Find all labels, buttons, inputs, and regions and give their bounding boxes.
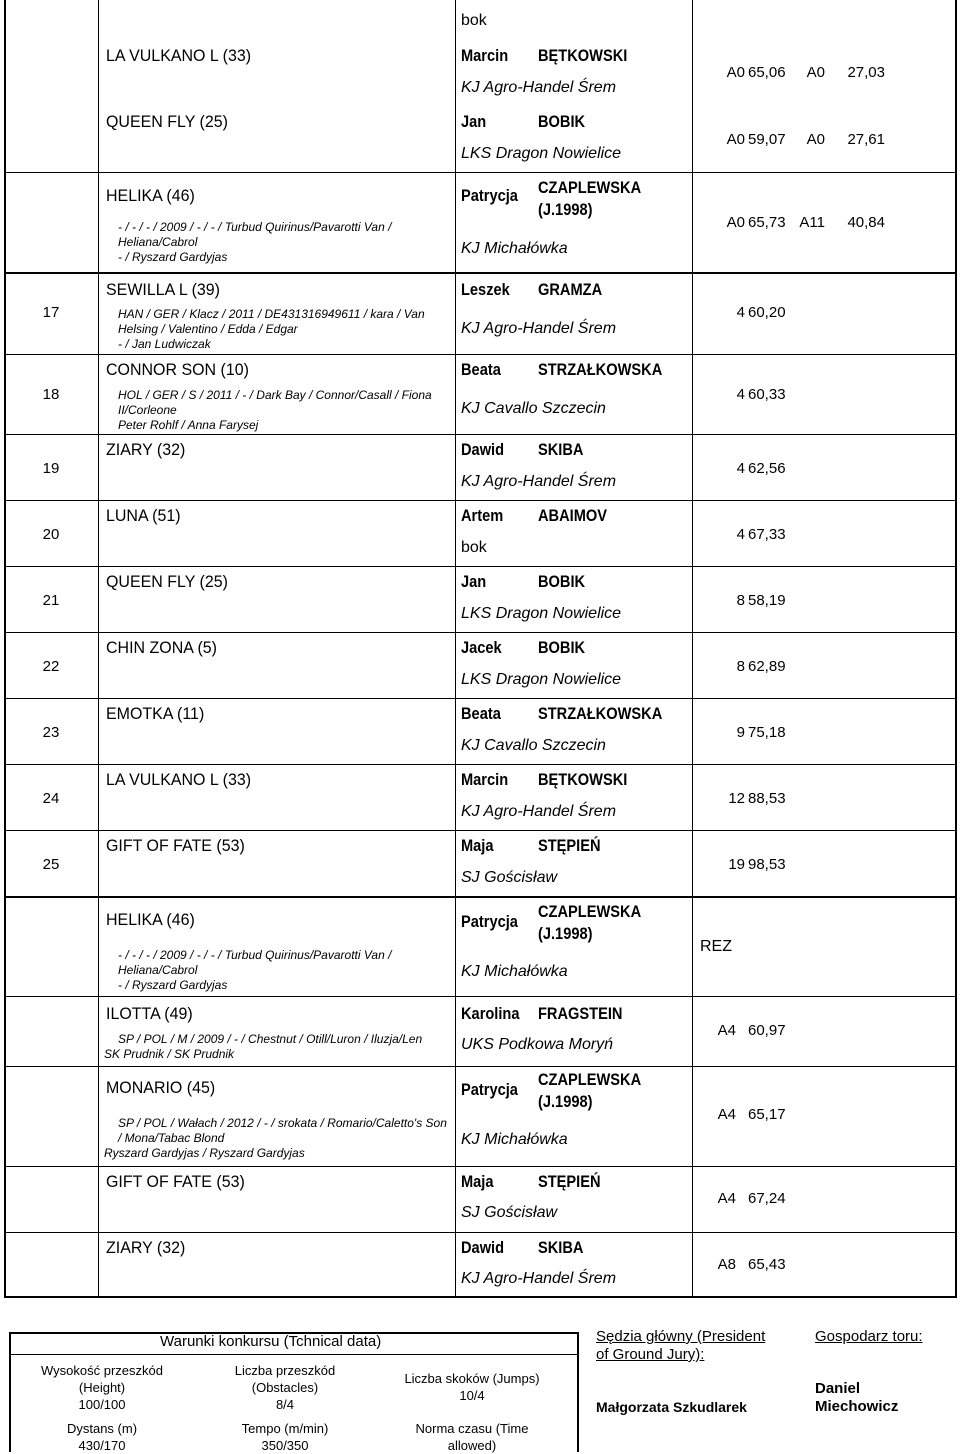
rider-last-name: STRZAŁKOWSKA xyxy=(538,360,663,379)
course-host-name: Daniel Miechowicz xyxy=(815,1380,899,1415)
rider-first-name: Beata xyxy=(461,704,501,723)
rider-category: (J.1998) xyxy=(538,1092,593,1111)
top-note: bok xyxy=(461,12,487,29)
obstacles-label: Liczba przeszkód (Obstacles) xyxy=(234,1363,336,1395)
round1-time: 67,33 xyxy=(748,526,786,543)
row-divider xyxy=(4,764,957,765)
horse-name: LA VULKANO L (33) xyxy=(106,46,252,65)
rider-first-name: Patrycja xyxy=(461,1080,518,1099)
rider-first-name: Patrycja xyxy=(461,912,518,931)
rider-last-name: ABAIMOV xyxy=(538,506,608,525)
technical-data-title: Warunki konkursu (Tchnical data) xyxy=(160,1333,382,1350)
club-name: LKS Dragon Nowielice xyxy=(461,605,622,622)
round1-penalty: A0 xyxy=(726,64,745,81)
row-divider xyxy=(4,172,957,173)
horse-name: CHIN ZONA (5) xyxy=(106,638,217,657)
chief-judge-label: Sędzia główny (President of Ground Jury): xyxy=(596,1328,766,1363)
club-name: KJ Michałówka xyxy=(461,1131,568,1148)
round1-penalty: 4 xyxy=(736,526,745,543)
club-name: bok xyxy=(461,539,487,556)
horse-name: GIFT OF FATE (53) xyxy=(106,1172,245,1191)
time-allowed-label: Norma czasu (Time allowed) xyxy=(415,1421,529,1453)
horse-pedigree: SP / POL / Wałach / 2012 / - / srokata / Romario/Caletto's Son / Mona/Tabac Blond xyxy=(118,1116,447,1145)
round1-penalty: A4 xyxy=(717,1022,736,1039)
rider-last-name: SKIBA xyxy=(538,1238,584,1257)
placement: 20 xyxy=(42,526,60,543)
round1-penalty: A8 xyxy=(717,1256,736,1273)
club-name: KJ Cavallo Szczecin xyxy=(461,737,606,754)
rider-last-name: CZAPLEWSKA xyxy=(538,902,642,921)
rider-first-name: Patrycja xyxy=(461,186,518,205)
rider-last-name: STRZAŁKOWSKA xyxy=(538,704,663,723)
column-divider xyxy=(98,0,99,1298)
chief-judge-name: Małgorzata Szkudlarek xyxy=(596,1399,747,1415)
club-name: UKS Podkowa Moryń xyxy=(461,1036,614,1053)
round1-penalty: 8 xyxy=(736,658,745,675)
horse-info xyxy=(104,948,449,993)
placement: 23 xyxy=(42,724,60,741)
rider-first-name: Maja xyxy=(461,836,494,855)
horse-pedigree: - / - / - / 2009 / - / - / Turbud Quirinus/Pavarotti Van / Heliana/Cabrol xyxy=(118,948,392,977)
club-name: KJ Agro-Handel Śrem xyxy=(461,1270,617,1287)
rider-last-name: STĘPIEŃ xyxy=(538,1172,601,1191)
column-divider xyxy=(455,0,456,1298)
round1-penalty: 4 xyxy=(736,460,745,477)
placement: 18 xyxy=(42,386,60,403)
round1-penalty: 12 xyxy=(728,790,745,807)
jumps-label: Liczba skoków (Jumps) xyxy=(404,1371,540,1386)
round2-time: 40,84 xyxy=(847,214,885,231)
section-divider xyxy=(4,272,957,274)
placement: 19 xyxy=(42,460,60,477)
rider-first-name: Artem xyxy=(461,506,504,525)
horse-name: ILOTTA (49) xyxy=(106,1004,193,1023)
club-name: KJ Michałówka xyxy=(461,963,568,980)
row-divider xyxy=(4,1066,957,1067)
horse-name: SEWILLA L (39) xyxy=(106,280,220,299)
round1-penalty: A4 xyxy=(717,1190,736,1207)
placement: 24 xyxy=(42,790,60,807)
rider-first-name: Karolina xyxy=(461,1004,520,1023)
rider-first-name: Maja xyxy=(461,1172,494,1191)
round1-time: 60,97 xyxy=(748,1022,786,1039)
round2-time: 27,61 xyxy=(847,131,885,148)
rider-first-name: Jan xyxy=(461,572,487,591)
row-divider xyxy=(4,1232,957,1233)
horse-owner: - / Jan Ludwiczak xyxy=(118,337,211,351)
rider-last-name: BOBIK xyxy=(538,638,586,657)
horse-pedigree: - / - / - / 2009 / - / - / Turbud Quirinus/Pavarotti Van / Heliana/Cabrol xyxy=(118,220,392,249)
round2-penalty: A11 xyxy=(799,214,825,231)
club-name: KJ Agro-Handel Śrem xyxy=(461,803,617,820)
rider-first-name: Marcin xyxy=(461,770,509,789)
obstacles-value: 8/4 xyxy=(275,1397,295,1412)
round1-time: 98,53 xyxy=(748,856,786,873)
club-name: LKS Dragon Nowielice xyxy=(461,671,622,688)
column-divider xyxy=(692,0,693,1298)
rider-last-name: FRAGSTEIN xyxy=(538,1004,623,1023)
rider-last-name: GRAMZA xyxy=(538,280,603,299)
club-name: KJ Michałówka xyxy=(461,240,568,257)
rider-first-name: Jacek xyxy=(461,638,502,657)
rider-first-name: Dawid xyxy=(461,1238,505,1257)
rider-last-name: BOBIK xyxy=(538,572,586,591)
horse-info xyxy=(104,388,449,433)
row-divider xyxy=(4,1166,957,1167)
row-divider xyxy=(4,434,957,435)
rider-last-name: SKIBA xyxy=(538,440,584,459)
course-host-label: Gospodarz toru: xyxy=(815,1328,923,1345)
round1-time: 67,24 xyxy=(748,1190,786,1207)
round1-penalty: 4 xyxy=(736,386,745,403)
horse-pedigree: HAN / GER / Klacz / 2011 / DE431316949611 / kara / Van Helsing / Valentino / Edda / Edgar xyxy=(118,307,425,336)
horse-pedigree: SP / POL / M / 2009 / - / Chestnut / Otill/Luron / Iluzja/Len xyxy=(118,1032,423,1046)
horse-owner: SK Prudnik / SK Prudnik xyxy=(104,1047,235,1061)
round1-time: 65,06 xyxy=(748,64,786,81)
distance-label: Dystans (m) xyxy=(66,1421,138,1436)
row-divider xyxy=(4,698,957,699)
round1-penalty: 19 xyxy=(728,856,745,873)
rider-first-name: Leszek xyxy=(461,280,510,299)
round1-time: 65,43 xyxy=(748,1256,786,1273)
distance-value: 430/170 xyxy=(78,1438,126,1453)
tempo-label: Tempo (m/min) xyxy=(241,1421,329,1436)
horse-name: QUEEN FLY (25) xyxy=(106,112,228,131)
horse-name: GIFT OF FATE (53) xyxy=(106,836,245,855)
round2-time: 27,03 xyxy=(847,64,885,81)
rider-last-name: CZAPLEWSKA xyxy=(538,178,642,197)
round1-penalty: 9 xyxy=(736,724,745,741)
rider-last-name: STĘPIEŃ xyxy=(538,836,601,855)
horse-owner: Ryszard Gardyjas / Ryszard Gardyjas xyxy=(104,1146,305,1160)
horse-name: HELIKA (46) xyxy=(106,186,195,205)
rider-last-name: BOBIK xyxy=(538,112,586,131)
horse-name: ZIARY (32) xyxy=(106,440,186,459)
row-divider xyxy=(4,632,957,633)
round1-penalty: 8 xyxy=(736,592,745,609)
horse-info xyxy=(104,1032,449,1062)
rider-category: (J.1998) xyxy=(538,924,593,943)
section-divider xyxy=(4,896,957,898)
horse-owner: - / Ryszard Gardyjas xyxy=(118,978,228,992)
round1-time: 65,73 xyxy=(748,214,786,231)
row-divider xyxy=(4,500,957,501)
rider-first-name: Marcin xyxy=(461,46,509,65)
rider-first-name: Beata xyxy=(461,360,501,379)
round2-penalty: A0 xyxy=(806,64,825,81)
horse-owner: - / Ryszard Gardyjas xyxy=(118,250,228,264)
horse-name: LA VULKANO L (33) xyxy=(106,770,252,789)
placement: 17 xyxy=(42,304,60,321)
club-name: SJ Gościsław xyxy=(461,869,558,886)
round1-time: 60,33 xyxy=(748,386,786,403)
horse-name: LUNA (51) xyxy=(106,506,181,525)
row-divider xyxy=(4,354,957,355)
row-divider xyxy=(4,830,957,831)
club-name: KJ Agro-Handel Śrem xyxy=(461,320,617,337)
placement: 21 xyxy=(42,592,60,609)
row-divider xyxy=(4,566,957,567)
round1-time: 62,56 xyxy=(748,460,786,477)
horse-info xyxy=(104,1116,449,1161)
placement: 25 xyxy=(42,856,60,873)
round1-penalty: A0 xyxy=(726,131,745,148)
round1-time: 60,20 xyxy=(748,304,786,321)
rider-last-name: CZAPLEWSKA xyxy=(538,1070,642,1089)
club-name: KJ Agro-Handel Śrem xyxy=(461,473,617,490)
round1-time: 88,53 xyxy=(748,790,786,807)
horse-name: MONARIO (45) xyxy=(106,1078,216,1097)
round1-time: 62,89 xyxy=(748,658,786,675)
round2-penalty: A0 xyxy=(806,131,825,148)
horse-name: CONNOR SON (10) xyxy=(106,360,249,379)
horse-name: QUEEN FLY (25) xyxy=(106,572,228,591)
round1-time: 58,19 xyxy=(748,592,786,609)
round1-time: 75,18 xyxy=(748,724,786,741)
horse-info xyxy=(104,220,449,265)
horse-info xyxy=(104,307,449,352)
tempo-value: 350/350 xyxy=(261,1438,309,1453)
club-name: KJ Cavallo Szczecin xyxy=(461,400,606,417)
horse-pedigree: HOL / GER / S / 2011 / - / Dark Bay / Connor/Casall / Fiona II/Corleone xyxy=(118,388,432,417)
rider-category: (J.1998) xyxy=(538,200,593,219)
rider-first-name: Jan xyxy=(461,112,487,131)
rider-first-name: Dawid xyxy=(461,440,505,459)
club-name: SJ Gościsław xyxy=(461,1204,558,1221)
round1-penalty: 4 xyxy=(736,304,745,321)
horse-name: ZIARY (32) xyxy=(106,1238,186,1257)
round1-time: 65,17 xyxy=(748,1106,786,1123)
row-divider xyxy=(4,996,957,997)
round1-penalty: A0 xyxy=(726,214,745,231)
rider-last-name: BĘTKOWSKI xyxy=(538,46,628,65)
round1-time: 59,07 xyxy=(748,131,786,148)
club-name: LKS Dragon Nowielice xyxy=(461,145,622,162)
jumps-value: 10/4 xyxy=(459,1388,485,1403)
height-label: Wysokość przeszkód (Height) xyxy=(41,1363,163,1395)
height-value: 100/100 xyxy=(78,1397,126,1412)
horse-name: EMOTKA (11) xyxy=(106,704,205,723)
horse-owner: Peter Rohlf / Anna Farysej xyxy=(118,418,259,432)
placement: 22 xyxy=(42,658,60,675)
round1-penalty: A4 xyxy=(717,1106,736,1123)
horse-name: HELIKA (46) xyxy=(106,910,195,929)
footer-divider xyxy=(9,1354,579,1355)
result-status: REZ xyxy=(700,938,732,955)
club-name: KJ Agro-Handel Śrem xyxy=(461,79,617,96)
rider-last-name: BĘTKOWSKI xyxy=(538,770,628,789)
